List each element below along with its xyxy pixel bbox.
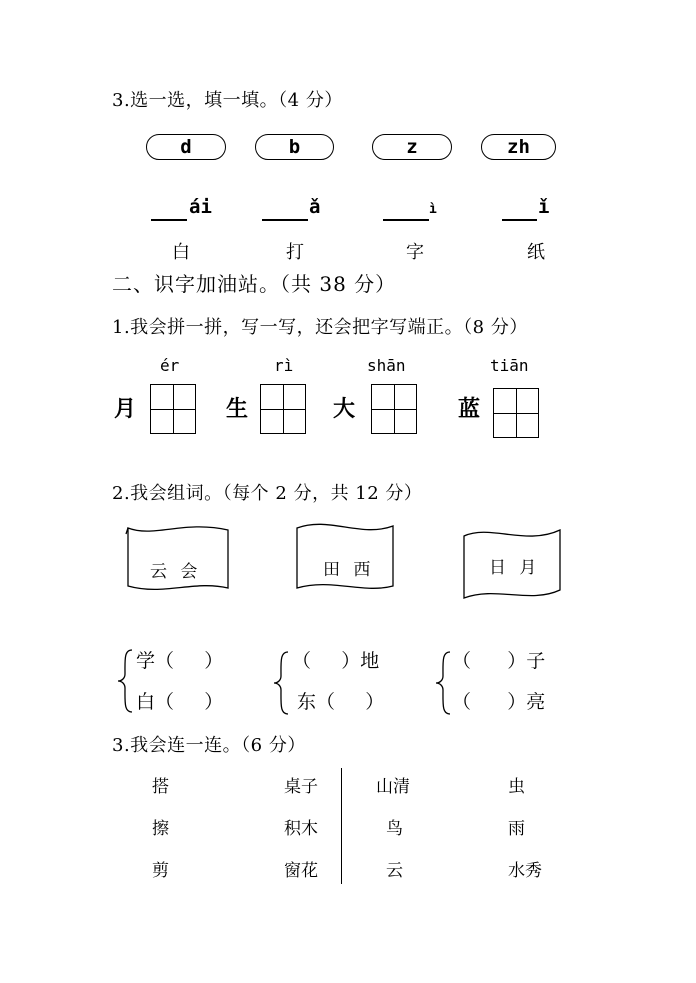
word-blank[interactable]: （ ）子 bbox=[452, 650, 546, 672]
match-item[interactable]: 虫 bbox=[508, 777, 525, 797]
match-item[interactable]: 剪 bbox=[152, 861, 169, 881]
pinyin-label: shān bbox=[367, 356, 406, 375]
word-character: 蓝 bbox=[458, 396, 481, 422]
word-blank[interactable]: 学（ ） bbox=[136, 650, 224, 672]
target-character: 纸 bbox=[527, 242, 545, 263]
word-character: 月 bbox=[114, 396, 137, 422]
flag-text: 云 会 bbox=[150, 562, 202, 582]
match-item[interactable]: 雨 bbox=[508, 819, 525, 839]
match-item[interactable]: 云 bbox=[386, 861, 403, 881]
pinyin-final: ǎ bbox=[309, 196, 321, 218]
word-character: 生 bbox=[226, 396, 249, 422]
option-pill[interactable]: b bbox=[255, 134, 334, 160]
writing-grid[interactable] bbox=[150, 384, 196, 434]
pinyin-label: rì bbox=[274, 356, 294, 375]
match-item[interactable]: 搭 bbox=[152, 777, 169, 797]
word-character: 大 bbox=[333, 396, 356, 422]
match-item[interactable]: 水秀 bbox=[508, 861, 542, 881]
pinyin-final: ì bbox=[429, 202, 437, 217]
s2-question-3-title: 3.我会连一连。（6 分） bbox=[112, 735, 306, 756]
writing-grid[interactable] bbox=[371, 384, 417, 434]
flag-text: 田 西 bbox=[323, 560, 375, 580]
flag-text: 日 月 bbox=[489, 558, 541, 578]
word-blank[interactable]: （ ）地 bbox=[292, 650, 380, 672]
match-item[interactable]: 桌子 bbox=[284, 777, 318, 797]
option-pill[interactable]: d bbox=[146, 134, 226, 160]
column-divider bbox=[341, 768, 342, 884]
match-item[interactable]: 窗花 bbox=[284, 861, 318, 881]
match-item[interactable]: 积木 bbox=[284, 819, 318, 839]
pinyin-final: ái bbox=[189, 196, 212, 218]
match-item[interactable]: 山清 bbox=[376, 777, 410, 797]
left-brace bbox=[434, 650, 452, 716]
left-brace bbox=[116, 648, 134, 714]
fill-blank[interactable] bbox=[262, 219, 308, 221]
left-brace bbox=[272, 650, 290, 716]
fill-blank[interactable] bbox=[151, 219, 187, 221]
match-item[interactable]: 擦 bbox=[152, 819, 169, 839]
word-blank[interactable]: 东（ ） bbox=[297, 691, 385, 713]
option-pill[interactable]: zh bbox=[481, 134, 556, 160]
fill-blank[interactable] bbox=[502, 219, 537, 221]
target-character: 字 bbox=[406, 242, 424, 263]
match-item[interactable]: 鸟 bbox=[386, 819, 403, 839]
fill-blank[interactable] bbox=[383, 219, 429, 221]
section-2-title: 二、识字加油站。（共 38 分） bbox=[112, 272, 397, 296]
option-pill[interactable]: z bbox=[372, 134, 452, 160]
pinyin-label: tiān bbox=[490, 356, 529, 375]
s2-question-1-title: 1.我会拼一拼，写一写，还会把字写端正。（8 分） bbox=[112, 317, 528, 338]
s2-question-2-title: 2.我会组词。（每个 2 分，共 12 分） bbox=[112, 483, 423, 504]
question-3-title: 3.选一选，填一填。（4 分） bbox=[112, 90, 343, 111]
target-character: 打 bbox=[286, 242, 304, 263]
word-blank[interactable]: 白（ ） bbox=[136, 691, 224, 713]
target-character: 白 bbox=[172, 242, 190, 263]
writing-grid[interactable] bbox=[260, 384, 306, 434]
writing-grid[interactable] bbox=[493, 388, 539, 438]
pinyin-final: ǐ bbox=[538, 196, 550, 218]
word-blank[interactable]: （ ）亮 bbox=[452, 691, 546, 713]
pinyin-label: ér bbox=[160, 356, 180, 375]
